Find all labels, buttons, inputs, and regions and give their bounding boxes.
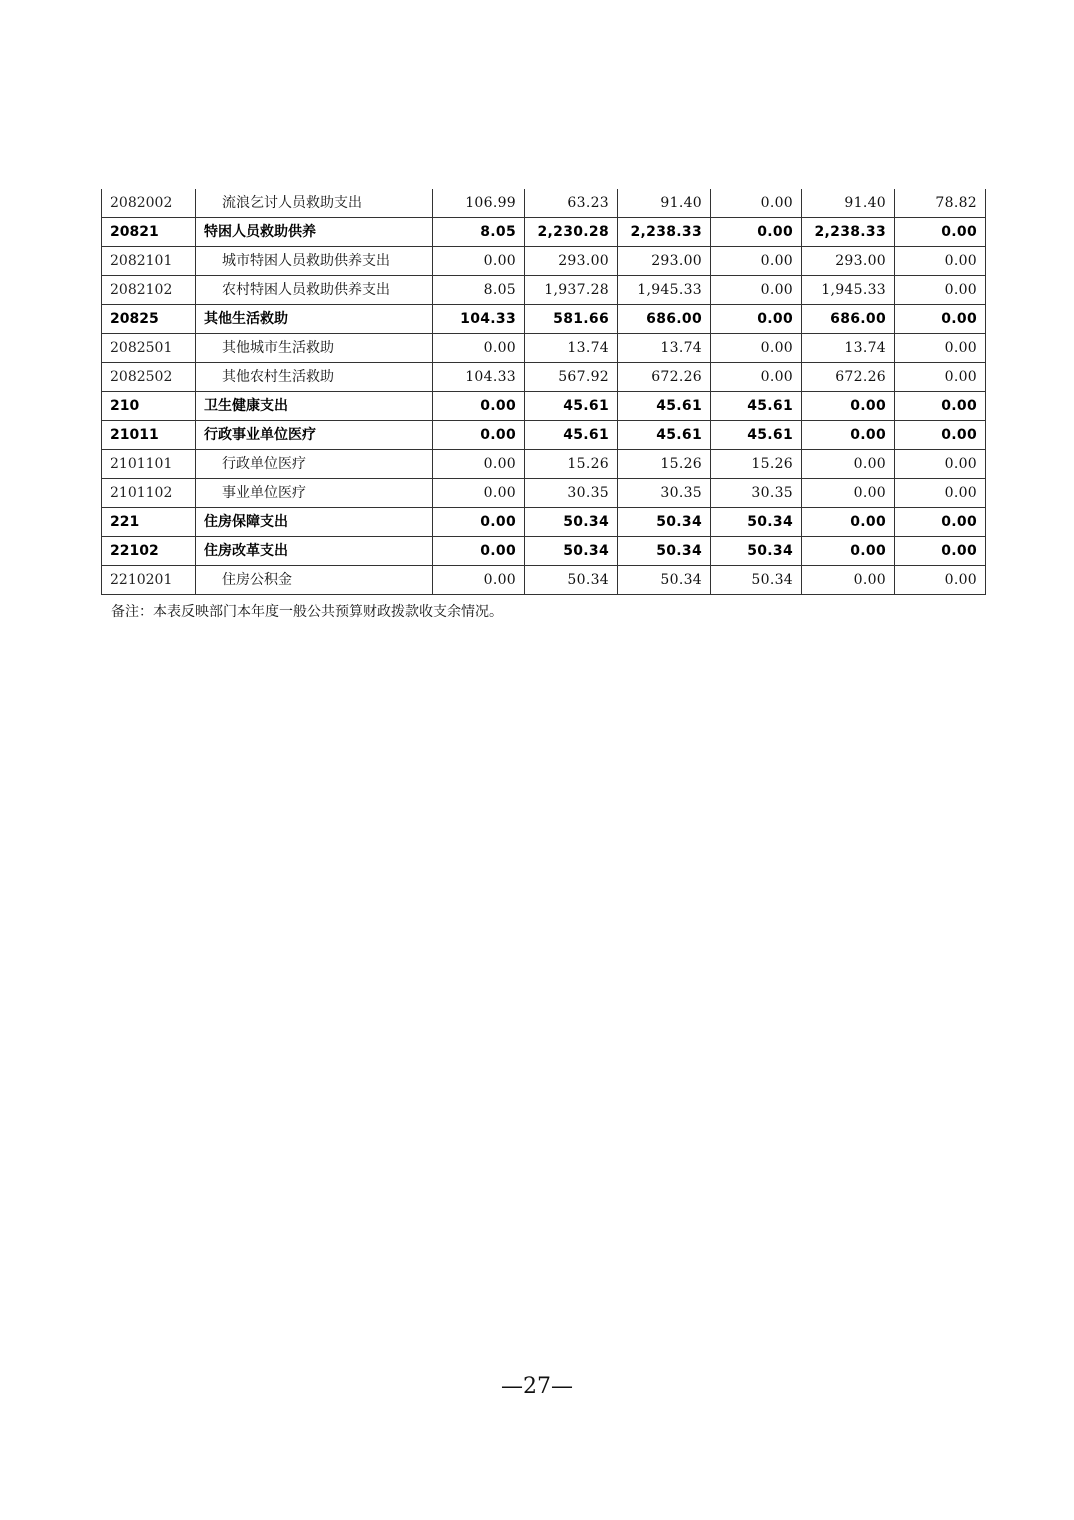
- value-cell-1: 0.00: [433, 479, 525, 508]
- value-cell-5: 672.26: [802, 363, 895, 392]
- table-row: [102, 479, 986, 508]
- account-code-cell: 2082502: [102, 363, 196, 392]
- value-cell-6: 0.00: [895, 537, 986, 566]
- value-cell-2: 45.61: [525, 421, 618, 450]
- account-name-cell: 流浪乞讨人员救助支出: [196, 189, 433, 218]
- account-name-cell: 行政单位医疗: [196, 450, 433, 479]
- value-cell-6: 0.00: [895, 276, 986, 305]
- value-cell-5: 1,945.33: [802, 276, 895, 305]
- table-row: [102, 537, 986, 566]
- account-name-cell: 事业单位医疗: [196, 479, 433, 508]
- value-cell-1: 0.00: [433, 508, 525, 537]
- value-cell-5: 0.00: [802, 537, 895, 566]
- value-cell-4: 0.00: [711, 189, 802, 218]
- value-cell-2: 50.34: [525, 508, 618, 537]
- value-cell-2: 1,937.28: [525, 276, 618, 305]
- value-cell-4: 0.00: [711, 363, 802, 392]
- table-footnote: 备注：本表反映部门本年度一般公共预算财政拨款收支余情况。: [111, 604, 503, 620]
- account-code-cell: 2101101: [102, 450, 196, 479]
- value-cell-2: 15.26: [525, 450, 618, 479]
- budget-table: [101, 189, 986, 595]
- value-cell-2: 567.92: [525, 363, 618, 392]
- account-name-cell: 城市特困人员救助供养支出: [196, 247, 433, 276]
- account-code-cell: 2082102: [102, 276, 196, 305]
- account-name-cell: 其他城市生活救助: [196, 334, 433, 363]
- value-cell-1: 0.00: [433, 450, 525, 479]
- value-cell-4: 45.61: [711, 421, 802, 450]
- value-cell-6: 0.00: [895, 508, 986, 537]
- value-cell-3: 30.35: [618, 479, 711, 508]
- value-cell-4: 15.26: [711, 450, 802, 479]
- value-cell-1: 0.00: [433, 334, 525, 363]
- page-number: —27—: [501, 1374, 573, 1399]
- value-cell-5: 0.00: [802, 450, 895, 479]
- value-cell-1: 104.33: [433, 305, 525, 334]
- value-cell-5: 0.00: [802, 508, 895, 537]
- value-cell-1: 0.00: [433, 566, 525, 595]
- account-code-cell: 2082501: [102, 334, 196, 363]
- value-cell-1: 8.05: [433, 218, 525, 247]
- value-cell-5: 91.40: [802, 189, 895, 218]
- value-cell-1: 104.33: [433, 363, 525, 392]
- value-cell-1: 8.05: [433, 276, 525, 305]
- table-row: [102, 189, 986, 218]
- value-cell-1: 106.99: [433, 189, 525, 218]
- account-name-cell: 其他生活救助: [196, 305, 433, 334]
- value-cell-6: 0.00: [895, 247, 986, 276]
- value-cell-4: 0.00: [711, 334, 802, 363]
- table-body: [102, 189, 986, 595]
- value-cell-2: 581.66: [525, 305, 618, 334]
- value-cell-6: 0.00: [895, 450, 986, 479]
- value-cell-3: 45.61: [618, 392, 711, 421]
- value-cell-5: 0.00: [802, 421, 895, 450]
- table-row: [102, 508, 986, 537]
- value-cell-2: 30.35: [525, 479, 618, 508]
- table-row: [102, 450, 986, 479]
- account-code-cell: 22102: [102, 537, 196, 566]
- table-row: [102, 247, 986, 276]
- account-name-cell: 其他农村生活救助: [196, 363, 433, 392]
- value-cell-5: 0.00: [802, 566, 895, 595]
- table-row: [102, 421, 986, 450]
- value-cell-4: 45.61: [711, 392, 802, 421]
- value-cell-6: 0.00: [895, 479, 986, 508]
- value-cell-4: 0.00: [711, 247, 802, 276]
- value-cell-4: 0.00: [711, 276, 802, 305]
- account-code-cell: 20821: [102, 218, 196, 247]
- account-code-cell: 21011: [102, 421, 196, 450]
- value-cell-2: 2,230.28: [525, 218, 618, 247]
- value-cell-2: 63.23: [525, 189, 618, 218]
- account-name-cell: 卫生健康支出: [196, 392, 433, 421]
- value-cell-1: 0.00: [433, 247, 525, 276]
- table-row: [102, 305, 986, 334]
- value-cell-1: 0.00: [433, 537, 525, 566]
- value-cell-4: 30.35: [711, 479, 802, 508]
- value-cell-6: 0.00: [895, 218, 986, 247]
- value-cell-4: 0.00: [711, 305, 802, 334]
- account-name-cell: 住房保障支出: [196, 508, 433, 537]
- value-cell-3: 50.34: [618, 566, 711, 595]
- value-cell-3: 50.34: [618, 537, 711, 566]
- value-cell-5: 2,238.33: [802, 218, 895, 247]
- value-cell-3: 15.26: [618, 450, 711, 479]
- account-code-cell: 210: [102, 392, 196, 421]
- table-row: [102, 334, 986, 363]
- value-cell-2: 50.34: [525, 566, 618, 595]
- value-cell-6: 0.00: [895, 421, 986, 450]
- value-cell-3: 50.34: [618, 508, 711, 537]
- value-cell-3: 91.40: [618, 189, 711, 218]
- account-name-cell: 住房改革支出: [196, 537, 433, 566]
- value-cell-2: 50.34: [525, 537, 618, 566]
- table-row: [102, 276, 986, 305]
- value-cell-2: 13.74: [525, 334, 618, 363]
- value-cell-4: 50.34: [711, 566, 802, 595]
- account-code-cell: 2082101: [102, 247, 196, 276]
- value-cell-5: 13.74: [802, 334, 895, 363]
- budget-table-section: [101, 189, 985, 621]
- value-cell-3: 672.26: [618, 363, 711, 392]
- value-cell-6: 78.82: [895, 189, 986, 218]
- table-row: [102, 566, 986, 595]
- value-cell-3: 686.00: [618, 305, 711, 334]
- account-code-cell: 20825: [102, 305, 196, 334]
- value-cell-4: 50.34: [711, 537, 802, 566]
- value-cell-2: 45.61: [525, 392, 618, 421]
- value-cell-6: 0.00: [895, 305, 986, 334]
- account-name-cell: 行政事业单位医疗: [196, 421, 433, 450]
- table-row: [102, 392, 986, 421]
- account-name-cell: 住房公积金: [196, 566, 433, 595]
- value-cell-3: 293.00: [618, 247, 711, 276]
- value-cell-5: 686.00: [802, 305, 895, 334]
- value-cell-4: 0.00: [711, 218, 802, 247]
- value-cell-1: 0.00: [433, 392, 525, 421]
- account-code-cell: 2082002: [102, 189, 196, 218]
- value-cell-6: 0.00: [895, 334, 986, 363]
- account-code-cell: 221: [102, 508, 196, 537]
- table-row: [102, 363, 986, 392]
- value-cell-3: 13.74: [618, 334, 711, 363]
- value-cell-6: 0.00: [895, 566, 986, 595]
- value-cell-5: 0.00: [802, 479, 895, 508]
- value-cell-3: 1,945.33: [618, 276, 711, 305]
- account-code-cell: 2101102: [102, 479, 196, 508]
- account-code-cell: 2210201: [102, 566, 196, 595]
- value-cell-5: 293.00: [802, 247, 895, 276]
- value-cell-6: 0.00: [895, 363, 986, 392]
- value-cell-5: 0.00: [802, 392, 895, 421]
- account-name-cell: 特困人员救助供养: [196, 218, 433, 247]
- value-cell-1: 0.00: [433, 421, 525, 450]
- value-cell-3: 2,238.33: [618, 218, 711, 247]
- account-name-cell: 农村特困人员救助供养支出: [196, 276, 433, 305]
- value-cell-3: 45.61: [618, 421, 711, 450]
- value-cell-4: 50.34: [711, 508, 802, 537]
- table-row: [102, 218, 986, 247]
- value-cell-6: 0.00: [895, 392, 986, 421]
- value-cell-2: 293.00: [525, 247, 618, 276]
